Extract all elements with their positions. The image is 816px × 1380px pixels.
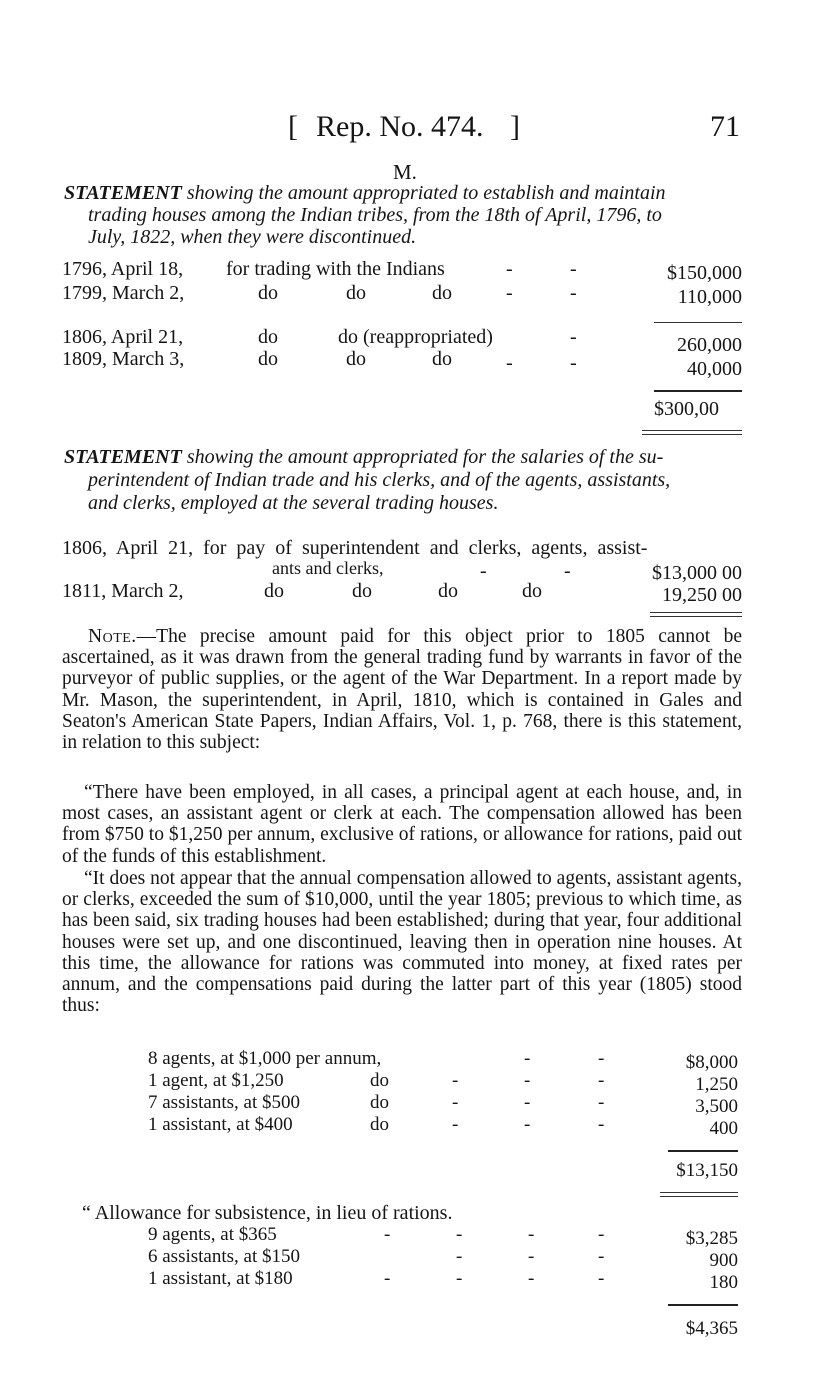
s1-row4-do3: do [432, 348, 452, 370]
subs-row2-dash2: - [528, 1246, 535, 1267]
comp-row2-dash2: - [524, 1070, 531, 1091]
comp-double-rule-a [660, 1192, 738, 1193]
s2-row1-text: 1806, April 21, for pay of superintendent and clerks, agents, assist- [62, 537, 648, 559]
note-paragraph-3: “It does not appear that the annual compensation allowed to agents, assistant agents, or clerks, exceeded the sum of $10,000, until the year 1805; previous to which time, as has been said, six trading houses had been established; during that year, four additional houses were set up, and one discontinued, leaving then in operation nine houses. At this time, the allowance for rations was commuted into money, at fixed rates per annum, and the compensations paid during the latter part of this year (1805) stood thus: [62, 868, 742, 1017]
s1-double-rule-a [642, 430, 742, 431]
subs-row3-dash2: - [456, 1268, 463, 1289]
comp-row4-dash1: - [452, 1114, 459, 1135]
s1-row4-do2: do [346, 348, 366, 370]
statement2-heading-rest: showing the amount appropriated for the salaries of the su- [181, 446, 664, 468]
comp-total-amount: $13,150 [676, 1160, 738, 1181]
s2-row1-continuation: ants and clerks, [272, 558, 384, 578]
comp-row2-dash1: - [452, 1070, 459, 1091]
comp-row3-amount: 3,500 [695, 1096, 738, 1117]
section-letter: M. [393, 160, 417, 184]
statement1-heading-bold: STATEMENT [64, 182, 182, 204]
statement1-heading-line2: trading houses among the Indian tribes, from the 18th of April, 1796, to [88, 204, 662, 226]
subs-row2-dash3: - [598, 1246, 605, 1267]
s1-row3-date: 1806, April 21, [62, 326, 184, 348]
s1-double-rule-b [642, 434, 742, 435]
subs-row2-amount: 900 [709, 1250, 738, 1271]
comp-row3-dash2: - [524, 1092, 531, 1113]
comp-row3-dash1: - [452, 1092, 459, 1113]
s1-subtotal-rule [654, 322, 742, 323]
subs-row1-dash3: - [528, 1224, 535, 1245]
s2-row2-do1: do [264, 580, 284, 602]
comp-row1-label: 8 agents, at $1,000 per annum, [148, 1048, 382, 1069]
statement2-heading-line2: perintendent of Indian trade and his clerks, and of the agents, assistants, [88, 469, 671, 491]
note-paragraph-1-text: —The precise amount paid for this object prior to 1805 cannot be ascertained, as it was drawn from the general trading fund by warrants in favor of the purveyor of public supplies, or the agent of the War Department. In a report made by Mr. Mason, the superintendent, in April, 1810, which is contained in Gales and Seaton's American State Papers, Indian Affairs, Vol. 1, p. 768, there is this statement, in relation to this subject: [62, 626, 742, 754]
s1-row4-dash2: - [570, 352, 577, 374]
s2-row2-do2: do [352, 580, 372, 602]
statement2-heading-bold: STATEMENT [64, 446, 182, 468]
subs-row1-dash4: - [598, 1224, 605, 1245]
s1-row1-dash1: - [506, 258, 513, 280]
subs-total-rule [668, 1304, 738, 1306]
s1-row2-dash1: - [506, 282, 513, 304]
comp-row4-dash3: - [598, 1114, 605, 1135]
s1-row3-dash2: - [570, 326, 577, 348]
comp-row1-dash1: - [524, 1048, 531, 1069]
s2-double-rule-b [650, 616, 742, 617]
comp-row4-dash2: - [524, 1114, 531, 1135]
statement2-heading [64, 446, 663, 469]
s2-row2-amount: 19,250 00 [662, 584, 742, 606]
comp-double-rule-b [660, 1196, 738, 1197]
s1-row4-dash1: - [506, 352, 513, 374]
s1-row2-date: 1799, March 2, [62, 282, 185, 304]
comp-row2-do: do [370, 1070, 389, 1091]
header-bracket-close: ] [510, 110, 520, 143]
s2-double-rule-a [650, 612, 742, 613]
s2-row2-do3: do [438, 580, 458, 602]
s1-row2-do3: do [432, 282, 452, 304]
s1-row3-do2: do (reappropriated) [338, 326, 493, 348]
s1-row1-dash2: - [570, 258, 577, 280]
s1-total-amount: $300,00 [654, 398, 719, 420]
comp-total-rule [668, 1150, 738, 1152]
s2-row1-amount: $13,000 00 [652, 562, 742, 584]
comp-row2-dash3: - [598, 1070, 605, 1091]
subs-row1-amount: $3,285 [685, 1228, 738, 1249]
statement2-heading-line3: and clerks, employed at the several trading houses. [88, 492, 499, 514]
page-number: 71 [710, 110, 740, 143]
s2-row2-do4: do [522, 580, 542, 602]
comp-row4-do: do [370, 1114, 389, 1135]
s1-row2-do2: do [346, 282, 366, 304]
header-bracket-open: [ [288, 110, 298, 143]
statement1-heading [64, 182, 666, 205]
s2-row2-date: 1811, March 2, [62, 580, 184, 602]
s1-row2-dash2: - [570, 282, 577, 304]
subs-row2-label: 6 assistants, at $150 [148, 1246, 300, 1267]
subs-row3-dash4: - [598, 1268, 605, 1289]
subs-row1-label: 9 agents, at $365 [148, 1224, 277, 1245]
s1-total-rule [654, 390, 742, 392]
s1-row1-purpose: for trading with the Indians [226, 258, 445, 280]
s1-row4-date: 1809, March 3, [62, 348, 185, 370]
s2-row1-dash2: - [564, 560, 571, 582]
subs-row3-label: 1 assistant, at $180 [148, 1268, 293, 1289]
s2-row1-dash1: - [480, 560, 487, 582]
subs-row3-amount: 180 [709, 1272, 738, 1293]
s1-row1-date: 1796, April 18, [62, 258, 184, 280]
s1-row4-do1: do [258, 348, 278, 370]
comp-row2-amount: 1,250 [695, 1074, 738, 1095]
comp-row3-dash3: - [598, 1092, 605, 1113]
s1-row4-amount: 40,000 [687, 358, 742, 380]
s1-row3-do1: do [258, 326, 278, 348]
note-paragraph-1 [62, 626, 742, 753]
subs-row1-dash1: - [384, 1224, 391, 1245]
comp-row1-amount: $8,000 [685, 1052, 738, 1073]
statement1-heading-line3: July, 1822, when they were discontinued. [88, 226, 417, 248]
comp-row3-do: do [370, 1092, 389, 1113]
subs-row3-dash3: - [528, 1268, 535, 1289]
comp-row4-amount: 400 [709, 1118, 738, 1139]
header-report-number: Rep. No. 474. [316, 110, 484, 143]
comp-row3-label: 7 assistants, at $500 [148, 1092, 300, 1113]
subs-row1-dash2: - [456, 1224, 463, 1245]
s1-row2-amount: 110,000 [677, 286, 742, 308]
s1-row1-amount: $150,000 [667, 262, 742, 284]
subsistence-heading: “ Allowance for subsistence, in lieu of rations. [82, 1202, 453, 1224]
comp-row1-dash2: - [598, 1048, 605, 1069]
subs-row2-dash1: - [456, 1246, 463, 1267]
note-label: Note. [88, 626, 137, 647]
s1-row2-do1: do [258, 282, 278, 304]
subs-row3-dash1: - [384, 1268, 391, 1289]
comp-row2-label: 1 agent, at $1,250 [148, 1070, 284, 1091]
s1-row3-amount: 260,000 [677, 334, 742, 356]
subs-total-amount: $4,365 [685, 1318, 738, 1339]
statement1-heading-rest: showing the amount appropriated to establish and maintain [181, 182, 666, 204]
comp-row4-label: 1 assistant, at $400 [148, 1114, 293, 1135]
note-paragraph-2: “There have been employed, in all cases, a principal agent at each house, and, in most cases, an assistant agent or clerk at each. The compensation allowed has been from $750 to $1,250 per annum, exclusive of rations, or allowance for rations, paid out of the funds of this establishment. [62, 782, 742, 867]
